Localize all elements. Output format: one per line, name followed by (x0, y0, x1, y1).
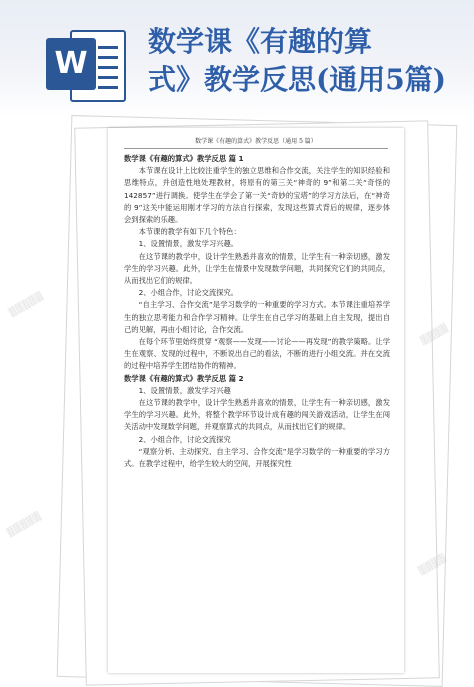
paragraph: “自主学习、合作交流”是学习数学的一种重要的学习方式。本节课注重培养学生的独立思考能力和合作学习精神。让学生在自己学习的基础上自主发现，提出自己的见解，再由小组讨论，合作交流。 (124, 300, 390, 334)
paragraph: 2、小组合作，讨论交流探究 (138, 434, 231, 444)
paragraph: 在每个环节里始终贯穿 “观察——发现——讨论——再发现”的教学策略。让学生在观察、发现的过程中，不断说出自己的看法，不断的进行小组交流。并在交流的过程中培养学生团结协作的精神。 (124, 337, 390, 371)
document-body (124, 153, 390, 470)
paragraph: 本节课的教学有如下几个特色： (138, 227, 241, 237)
paragraph: 1、设置情景，激发学习兴趣。 (138, 239, 239, 249)
section-heading: 数学课《有趣的算式》教学反思 篇 2 (124, 373, 244, 383)
watermark: ▒▒▒▒▒ (5, 511, 44, 539)
word-document-icon (46, 30, 138, 100)
section-heading: 数学课《有趣的算式》教学反思 篇 1 (124, 154, 244, 163)
page-title-line-2: 式》教学反思(通用5篇) (148, 63, 446, 96)
paragraph: 本节课在设计上比较注重学生的独立思维和合作交流，关注学生的知识经验和思维特点，并创造性地处理教材，将原有的第三关“神奇的 9”和第二关“奇怪的 142857”进行调换。使学生在学会了第一关“奇妙的宝塔”的学习方法后，在“神奇的 9”这关中能运用刚才学习的方法自行探索，发现这些算式背后的规律，逐步体会到探索的乐趣。 (124, 166, 390, 225)
paragraph: “观察分析、主动探究、自主学习、合作交流”是学习数学的一种重要的学习方式。在教学过程中，给学生较大的空间，开展探究性 (124, 446, 390, 469)
document-header: 数学课《有趣的算式》教学反思（通用 5 篇） (195, 138, 317, 145)
page-title-line-1: 数学课《有趣的算 (148, 25, 373, 58)
paragraph: 1、设置情景，激发学习兴趣 (138, 385, 231, 395)
paragraph: 在这节课的教学中，设计学生熟悉并喜欢的情景，让学生有一种亲切感，激发学生的学习兴趣。此外，将整个教学环节设计成有趣的闯关游戏活动，让学生在闯关活动中发现数学问题，并观察算式的共同点，从而找出它们的规律。 (124, 398, 390, 432)
watermark: ▒▒▒▒▒ (7, 291, 46, 319)
paragraph: 2、小组合作，讨论交流探究。 (138, 288, 239, 298)
paragraph: 在这节课的教学中，设计学生熟悉并喜欢的情景，让学生有一种亲切感，激发学生的学习兴趣。此外，让学生在情景中发现数学问题，共同探究它们的共同点，从而找出它们的规律。 (124, 251, 390, 286)
watermark: ▒▒▒▒ (417, 553, 449, 577)
document-page (108, 128, 404, 673)
logo-letter: W (46, 38, 96, 90)
watermark: ▒▒▒▒ (419, 323, 451, 347)
header-rule (124, 148, 388, 149)
